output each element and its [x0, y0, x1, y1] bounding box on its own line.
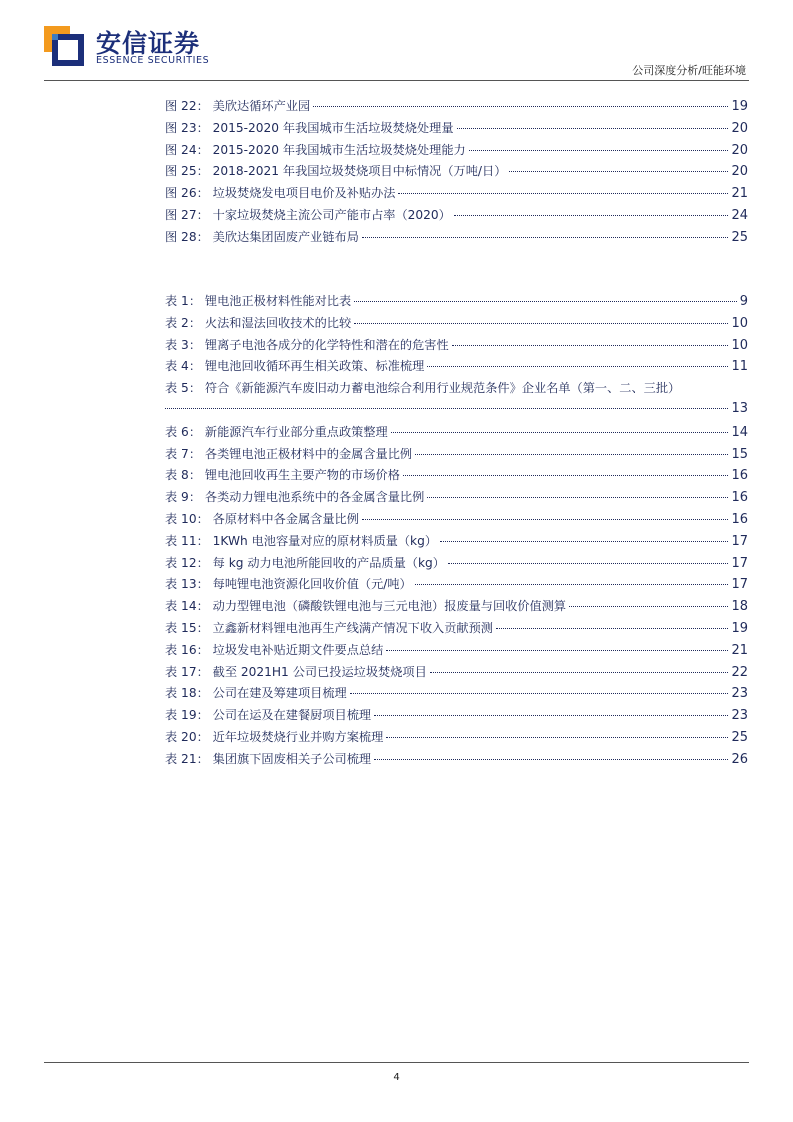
toc-entry-label: 表 1： 锂电池正极材料性能对比表	[165, 294, 352, 308]
page-number: 4	[393, 1072, 400, 1083]
toc-entry-label: 表 9： 各类动力锂电池系统中的各金属含量比例	[165, 490, 425, 505]
toc-entry-page: 13	[731, 400, 748, 416]
toc-entry[interactable]	[165, 532, 748, 554]
toc-entry-label: 表 15： 立鑫新材料锂电池再生产线满产情况下收入贡献预测	[165, 620, 493, 635]
toc-entry[interactable]	[165, 206, 748, 228]
toc-entry-page: 11	[731, 359, 748, 375]
toc-entry-page: 16	[731, 490, 748, 506]
toc-entry-page: 18	[731, 599, 748, 615]
figures-toc	[165, 97, 748, 250]
dot-leader	[313, 106, 728, 107]
brand-logo-icon	[44, 26, 84, 66]
toc-entry-label: 表 3： 锂离子电池各成分的化学特性和潜在的危害性	[165, 337, 449, 352]
toc-entry-page: 24	[731, 207, 748, 223]
toc-entry-label: 表 4： 锂电池回收循环再生相关政策、标准梳理	[165, 359, 425, 374]
toc-entry-page: 10	[731, 315, 748, 331]
toc-entry[interactable]	[165, 97, 748, 119]
dot-leader	[398, 193, 728, 194]
dot-leader	[386, 650, 728, 651]
toc-entry-label: 表 5： 符合《新能源汽车废旧动力蓄电池综合利用行业规范条件》企业名单（第一、二、三批）	[165, 381, 681, 396]
dot-leader	[362, 519, 729, 520]
toc-entry[interactable]	[165, 663, 748, 685]
toc-entry-page: 9	[739, 294, 748, 309]
toc-entry-page: 17	[731, 555, 748, 571]
toc-entry-label: 图 26： 垃圾焚烧发电项目电价及补贴办法	[165, 186, 396, 201]
toc-entry-label: 表 13： 每吨锂电池资源化回收价值（元/吨）	[165, 577, 412, 592]
toc-entry-page: 19	[731, 99, 748, 114]
dot-leader	[374, 759, 728, 760]
brand-logo	[44, 22, 210, 72]
dot-leader	[386, 737, 728, 738]
toc-entry-page: 21	[731, 186, 748, 202]
toc-entry-label: 表 14： 动力型锂电池（磷酸铁锂电池与三元电池）报废量与回收价值测算	[165, 599, 567, 614]
toc-entry[interactable]	[165, 184, 748, 206]
dot-leader	[440, 541, 728, 542]
toc-entry-label: 表 12： 每 kg 动力电池所能回收的产品质量（kg）	[165, 555, 445, 570]
brand-name-cn: 安信证券	[96, 29, 201, 58]
toc-entry-page: 19	[731, 620, 748, 636]
toc-entry-page: 25	[731, 229, 748, 245]
toc-entry-continuation[interactable]	[165, 401, 748, 423]
toc-entry-page: 16	[731, 511, 748, 527]
toc-entry-label: 图 22： 美欣达循环产业园	[165, 99, 311, 113]
toc-entry[interactable]	[165, 119, 748, 141]
toc-entry[interactable]	[165, 488, 748, 510]
toc-entry[interactable]	[165, 510, 748, 532]
dot-leader	[374, 715, 728, 716]
toc-entry-label: 图 25： 2018-2021 年我国垃圾焚烧项目中标情况（万吨/日）	[165, 164, 507, 179]
dot-leader	[165, 408, 728, 409]
dot-leader	[448, 563, 728, 564]
toc-entry-page: 14	[731, 424, 748, 440]
toc-entry-label: 表 6： 新能源汽车行业部分重点政策整理	[165, 424, 388, 439]
toc-entry-label: 表 16： 垃圾发电补贴近期文件要点总结	[165, 642, 384, 657]
toc-entry-page: 16	[731, 468, 748, 484]
dot-leader	[457, 128, 729, 129]
toc-entry-page: 22	[731, 664, 748, 680]
toc-entry-label: 表 8： 锂电池回收再生主要产物的市场价格	[165, 468, 400, 483]
toc-entry-page: 20	[731, 164, 748, 180]
toc-entry[interactable]	[165, 619, 748, 641]
dot-leader	[415, 584, 729, 585]
toc-entry[interactable]	[165, 597, 748, 619]
toc-entry-label: 表 10： 各原材料中各金属含量比例	[165, 511, 359, 526]
toc-entry[interactable]	[165, 357, 748, 379]
toc-entry[interactable]	[165, 228, 748, 250]
toc-entry-label: 表 2： 火法和湿法回收技术的比较	[165, 315, 352, 330]
toc-entry-page: 20	[731, 142, 748, 158]
toc-entry[interactable]	[165, 750, 748, 772]
toc-entry-label: 表 18： 公司在建及筹建项目梳理	[165, 686, 347, 701]
toc-entry-page: 15	[731, 446, 748, 462]
toc-entry-page: 17	[731, 577, 748, 593]
toc-entry-page: 20	[731, 120, 748, 136]
dot-leader	[350, 693, 729, 694]
toc-entry-page: 25	[731, 729, 748, 745]
report-type: 公司深度分析/旺能环境	[632, 64, 746, 77]
toc-entry[interactable]	[165, 728, 748, 750]
toc-entry-label: 表 17： 截至 2021H1 公司已投运垃圾焚烧项目	[165, 664, 427, 679]
toc-entry[interactable]	[165, 706, 748, 728]
toc-entry-page: 23	[731, 686, 748, 702]
brand-name-en: ESSENCE SECURITIES	[96, 55, 210, 66]
toc-entry[interactable]	[165, 314, 748, 336]
toc-entry[interactable]	[165, 162, 748, 184]
toc-entry-page: 21	[731, 642, 748, 658]
dot-leader	[427, 366, 728, 367]
dot-leader	[391, 432, 729, 433]
toc-entry[interactable]	[165, 141, 748, 163]
toc-entry-label: 表 20： 近年垃圾焚烧行业并购方案梳理	[165, 729, 384, 744]
dot-leader	[496, 628, 729, 629]
toc-entry[interactable]	[165, 423, 748, 445]
toc-entry-page: 17	[731, 533, 748, 549]
toc-entry-label: 表 11： 1KWh 电池容量对应的原材料质量（kg）	[165, 533, 438, 548]
dot-leader	[469, 150, 729, 151]
toc-entry-label: 图 27： 十家垃圾焚烧主流公司产能市占率（2020）	[165, 207, 451, 222]
toc-entry-label: 图 23： 2015-2020 年我国城市生活垃圾焚烧处理量	[165, 120, 454, 135]
toc-entry[interactable]	[165, 575, 748, 597]
dot-leader	[430, 672, 729, 673]
toc-entry-label: 表 21： 集团旗下固废相关子公司梳理	[165, 751, 372, 766]
header-divider	[44, 80, 749, 81]
dot-leader	[454, 215, 729, 216]
toc-entry-page: 26	[731, 751, 748, 767]
toc-entry[interactable]	[165, 336, 748, 358]
dot-leader	[354, 323, 728, 324]
toc-entry-label: 表 7： 各类锂电池正极材料中的金属含量比例	[165, 446, 413, 461]
dot-leader	[569, 606, 728, 607]
toc-entry-label: 图 28： 美欣达集团固废产业链布局	[165, 229, 359, 244]
dot-leader	[452, 345, 729, 346]
toc-entry-label: 表 19： 公司在运及在建餐厨项目梳理	[165, 708, 372, 723]
dot-leader	[415, 454, 728, 455]
dot-leader	[403, 475, 729, 476]
toc-entry[interactable]	[165, 292, 748, 314]
toc-entry[interactable]	[165, 466, 748, 488]
dot-leader	[427, 497, 728, 498]
dot-leader	[509, 171, 728, 172]
toc-entry[interactable]	[165, 554, 748, 576]
toc-entry[interactable]	[165, 641, 748, 663]
tables-toc	[165, 292, 748, 772]
dot-leader	[354, 301, 737, 302]
footer-divider	[44, 1062, 749, 1063]
toc-entry[interactable]	[165, 445, 748, 467]
toc-entry-label: 图 24： 2015-2020 年我国城市生活垃圾焚烧处理能力	[165, 142, 466, 157]
toc-entry[interactable]	[165, 684, 748, 706]
dot-leader	[362, 237, 729, 238]
toc-entry-page: 10	[731, 337, 748, 353]
toc-entry[interactable]	[165, 379, 748, 401]
toc-entry-page: 23	[731, 708, 748, 724]
